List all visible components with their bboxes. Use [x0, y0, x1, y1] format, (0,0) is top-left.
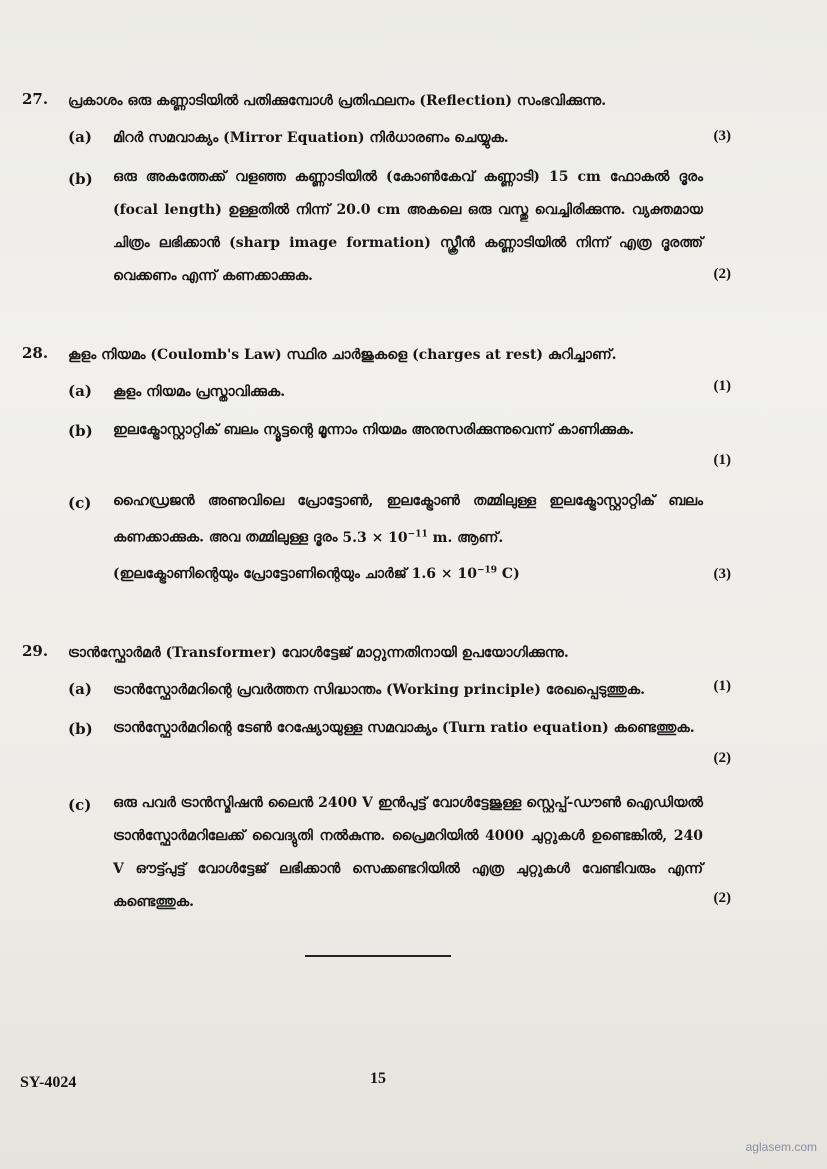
part-label: (c) [68, 494, 92, 512]
watermark: aglasem.com [745, 1140, 817, 1154]
marks: (3) [713, 128, 731, 144]
question-number: 27. [22, 90, 49, 108]
marks: (2) [713, 750, 731, 766]
part-text: ട്രാൻസ്ഫോർമറിന്റെ പ്രവർത്തന സിദ്ധാന്തം (Working principle) രേഖപ്പെടുത്തുക. [113, 682, 645, 698]
page-number: 15 [370, 1070, 386, 1087]
marks: (2) [713, 890, 731, 906]
part-text: ഒരു അകത്തേക്ക് വളഞ്ഞ കണ്ണാടിയിൽ (കോൺകേവ് കണ്ണാടി) 15 cm ഫോകൽ ദൂരം (focal length) ഉള്ളതിൽ നിന്ന് 20.0 cm അകലെ ഒരു വസ്തു വെച്ചിരിക്കുന്നു. വ്യക്തമായ ചിത്രം ലഭിക്കാൻ (sharp image formation) സ്ക്രീൻ കണ്ണാടിയിൽ നിന്ന് എത്ര ദൂരത്ത് വെക്കണം എന്ന് കണക്കാക്കുക. [113, 169, 703, 284]
marks: (1) [713, 452, 731, 468]
marks: (1) [713, 378, 731, 394]
distance-exponent: −11 [407, 529, 428, 539]
paper-code: SY-4024 [20, 1074, 77, 1091]
part-text: ഒരു പവർ ട്രാൻസ്മിഷൻ ലൈൻ 2400 V ഇൻപുട്ട് വോൾട്ടേജുള്ള സ്റ്റെപ്പ്-ഡൗൺ ഐഡിയൽ ട്രാൻസ്ഫോർമറിലേക്ക് വൈദ്യുതി നൽകുന്നു. പ്രൈമറിയിൽ 4000 ചുറ്റുകൾ ഉണ്ടെങ്കിൽ, 240 V ഔട്ട്പുട്ട് വോൾട്ടേജ് ലഭിക്കാൻ സെക്കണ്ടറിയിൽ എത്ര ചുറ്റുകൾ വേണ്ടിവരും എന്ന് കണ്ടെത്തുക. [113, 795, 703, 910]
part-text: ഇലക്ട്രോസ്റ്റാറ്റിക് ബലം ന്യൂട്ടന്റെ മൂന്നാം നിയമം അനുസരിക്കുന്നുവെന്ന് കാണിക്കുക. [113, 422, 635, 438]
charge-unit: C) [497, 566, 520, 583]
distance-value [342, 530, 503, 546]
marks: (3) [713, 566, 731, 582]
part-text-line1: ഹൈഡ്രജൻ അണുവിലെ പ്രോട്ടോൺ, ഇലക്ട്രോൺ തമ്മിലുള്ള ഇലക്ട്രോസ്റ്റാറ്റിക് ബലം കണക്കാക്കുക. അവ തമ്മിലുള്ള ദൂരം [113, 493, 703, 546]
marks: (2) [713, 266, 731, 282]
question-stem: കൂളം നിയമം (Coulomb's Law) സ്ഥിര ചാർജുകളെ (charges at rest) കുറിച്ചാണ്. [68, 347, 617, 363]
question-number: 28. [22, 344, 49, 362]
part-label: (a) [68, 382, 92, 400]
distance-base: 5.3 × 10 [342, 529, 408, 546]
part-label: (c) [68, 796, 92, 814]
question-number: 29. [22, 642, 49, 660]
charge-base: 1.6 × 10 [411, 566, 477, 583]
charge-exponent: −19 [476, 565, 498, 576]
part-text: ട്രാൻസ്ഫോർമറിന്റെ ടേൺ റേഷ്യോയുള്ള സമവാക്യം (Turn ratio equation) കണ്ടെത്തുക. [113, 720, 695, 736]
part-text: മിറർ സമവാക്യം (Mirror Equation) നിർധാരണം ചെയ്യുക. [113, 130, 509, 146]
part-label: (a) [68, 680, 92, 698]
end-rule [305, 955, 451, 957]
charge-note-text: (ഇലക്ട്രോണിന്റെയും പ്രോട്ടോണിന്റെയും ചാർജ് [113, 566, 412, 583]
marks: (1) [713, 678, 731, 694]
charge-note [113, 566, 520, 582]
part-text [113, 485, 703, 591]
part-label: (b) [68, 720, 93, 738]
part-label: (a) [68, 128, 92, 146]
part-label: (b) [68, 422, 93, 440]
part-label: (b) [68, 170, 93, 188]
distance-unit: m. ആണ്. [427, 529, 504, 546]
question-stem: ട്രാൻസ്ഫോർമർ (Transformer) വോൾട്ടേജ് മാറ്റുന്നതിനായി ഉപയോഗിക്കുന്നു. [68, 645, 569, 661]
question-stem: പ്രകാശം ഒരു കണ്ണാടിയിൽ പതിക്കുമ്പോൾ പ്രതിഫലനം (Reflection) സംഭവിക്കുന്നു. [68, 93, 607, 109]
part-text: കൂളം നിയമം പ്രസ്താവിക്കുക. [113, 384, 286, 400]
